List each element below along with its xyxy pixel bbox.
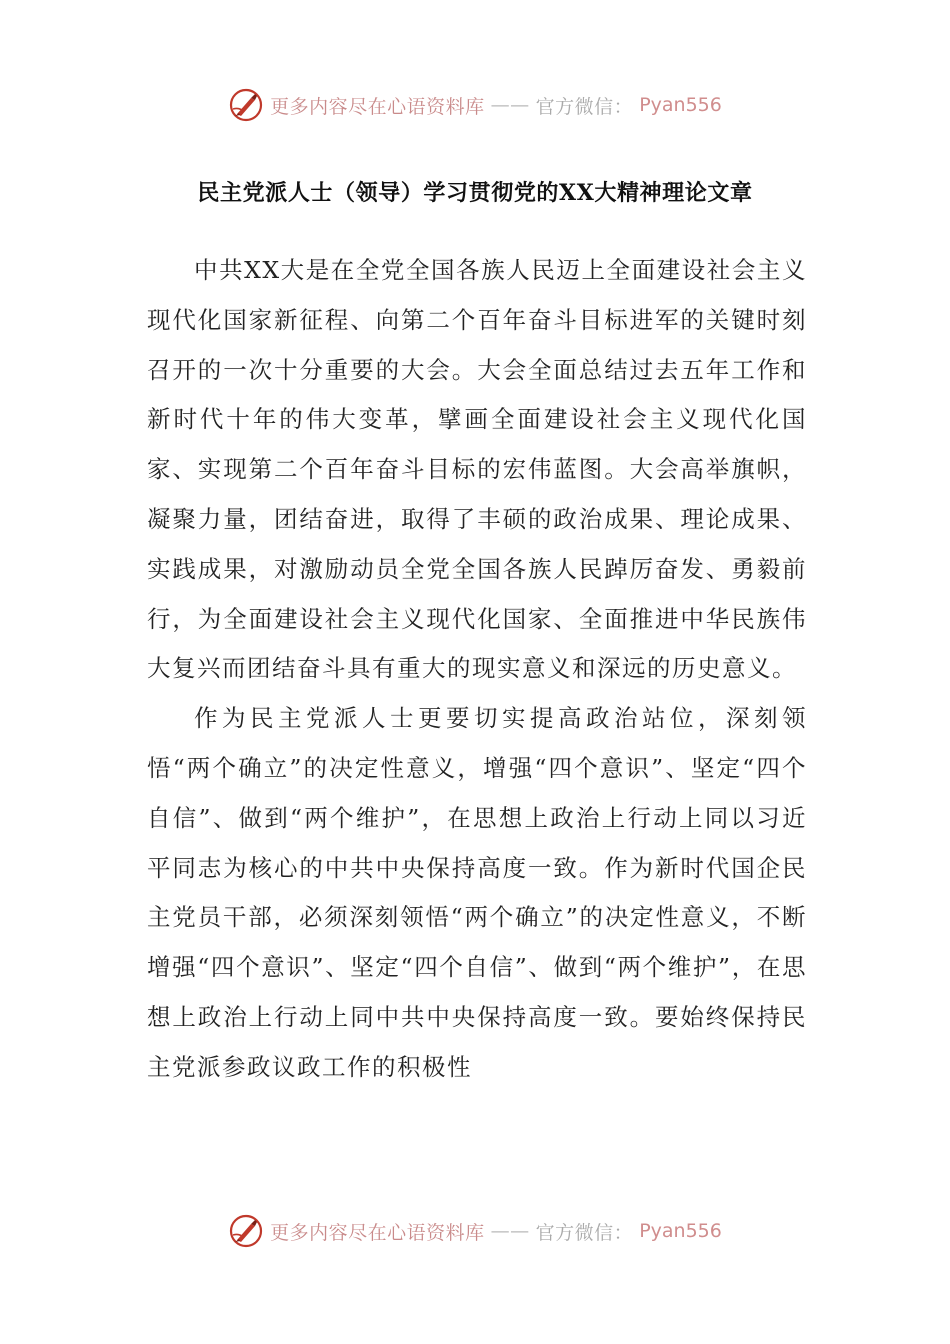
document-body	[147, 246, 807, 1093]
banner-wechat-id: Pyan556	[639, 94, 722, 116]
banner-wechat-label: 官方微信：	[535, 1221, 634, 1244]
banner-wechat-label: 官方微信：	[535, 95, 634, 118]
banner-wechat-id: Pyan556	[639, 1220, 722, 1242]
paragraph-2: 作为民主党派人士更要切实提高政治站位，深刻领悟“两个确立”的决定性意义，增强“四个意识”、坚定“四个自信”、做到“两个维护”，在思想上政治上行动上同以习近平同志为核心的中共中央保持高度一致。作为新时代国企民主党员干部，必须深刻领悟“两个确立”的决定性意义，不断增强“四个意识”、坚定“四个自信”、做到“两个维护”，在思想上政治上行动上同中共中央保持高度一致。要始终保持民主党派参政议政工作的积极性	[147, 704, 807, 1081]
banner-separator: ——	[490, 94, 530, 116]
banner-main-text: 更多内容尽在心语资料库	[270, 95, 485, 118]
pen-nib-logo-icon	[228, 1213, 264, 1249]
banner-main-text: 更多内容尽在心语资料库	[270, 1221, 485, 1244]
document-title: 民主党派人士（领导）学习贯彻党的XX大精神理论文章	[197, 180, 753, 206]
paragraph-1: 中共XX大是在全党全国各族人民迈上全面建设社会主义现代化国家新征程、向第二个百年奋斗目标进军的关键时刻召开的一次十分重要的大会。大会全面总结过去五年工作和新时代十年的伟大变革，擘画全面建设社会主义现代化国家、实现第二个百年奋斗目标的宏伟蓝图。大会高举旗帜，凝聚力量，团结奋进，取得了丰硕的政治成果、理论成果、实践成果，对激励动员全党全国各族人民踔厉奋发、勇毅前行，为全面建设社会主义现代化国家、全面推进中华民族伟大复兴而团结奋斗具有重大的现实意义和深远的历史意义。	[147, 256, 807, 683]
pen-nib-logo-icon	[228, 87, 264, 123]
footer-banner	[0, 1206, 950, 1256]
header-banner	[0, 80, 950, 130]
banner-separator: ——	[490, 1220, 530, 1242]
